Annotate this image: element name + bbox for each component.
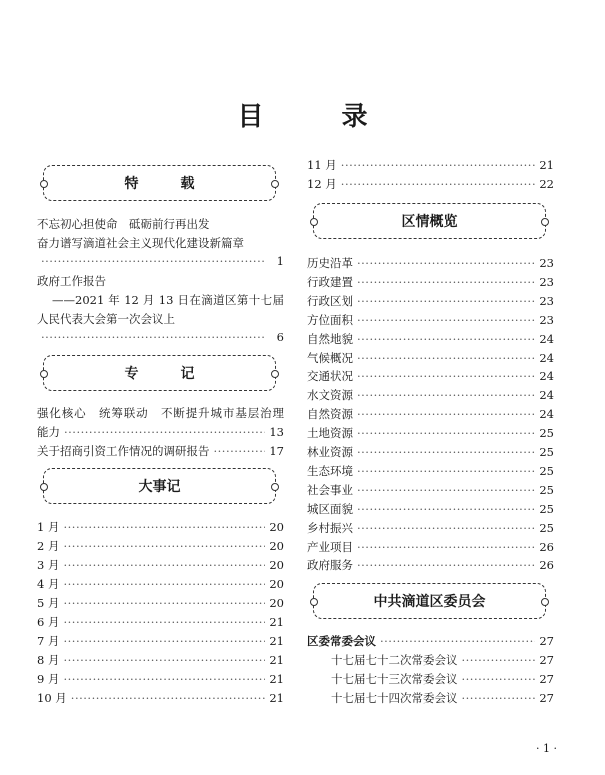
toc-entry[interactable] bbox=[37, 633, 284, 651]
toc-label: 十七届七十四次常委会议 bbox=[331, 691, 458, 705]
toc-entry[interactable] bbox=[37, 538, 284, 556]
toc-label: 土地资源 bbox=[307, 426, 353, 441]
section-banner-committee[interactable] bbox=[313, 583, 546, 619]
toc-entry[interactable] bbox=[37, 557, 284, 575]
leader-dots bbox=[64, 425, 265, 439]
leader-dots bbox=[63, 653, 265, 667]
toc-page-number: 1 bbox=[276, 254, 284, 268]
toc-label: 2 月 bbox=[37, 539, 60, 553]
leader-dots bbox=[357, 256, 535, 270]
toc-entry[interactable] bbox=[37, 519, 284, 537]
toc-label: 十七届七十二次常委会议 bbox=[331, 653, 458, 667]
toc-page-number: 21 bbox=[269, 653, 284, 667]
toc-page-number: 20 bbox=[269, 558, 284, 572]
leader-dots bbox=[462, 672, 536, 686]
toc-label: 7 月 bbox=[37, 634, 60, 648]
section-banner-label: 中共滴道区委员会 bbox=[373, 594, 486, 610]
leader-dots bbox=[63, 577, 265, 591]
leader-dots bbox=[341, 158, 536, 172]
toc-entry[interactable] bbox=[37, 614, 284, 632]
leader-dots bbox=[63, 539, 265, 553]
leader-dots bbox=[41, 254, 266, 268]
toc-entry-text: 政府工作报告 bbox=[37, 274, 106, 288]
toc-page-number: 25 bbox=[539, 463, 554, 478]
toc-label: 12 月 bbox=[307, 177, 337, 191]
toc-entry[interactable] bbox=[331, 652, 554, 670]
toc-label: 自然资源 bbox=[307, 407, 353, 422]
toc-entry[interactable] bbox=[307, 406, 554, 424]
toc-label: 气候概况 bbox=[307, 350, 353, 365]
toc-page-number: 21 bbox=[539, 158, 554, 172]
toc-entry-text: ——2021 年 12 月 13 日在滴道区第十七届 bbox=[52, 293, 284, 307]
toc-entry[interactable] bbox=[37, 671, 284, 689]
leader-dots bbox=[462, 691, 536, 705]
toc-label: 方位面积 bbox=[307, 312, 353, 327]
toc-entry[interactable] bbox=[331, 690, 554, 708]
leader-dots bbox=[357, 407, 535, 421]
toc-page-number: 25 bbox=[539, 445, 554, 459]
leader-dots bbox=[357, 445, 535, 459]
leader-dots bbox=[214, 444, 266, 458]
toc-entry-text: 不忘初心担使命 砥砺前行再出发 bbox=[37, 217, 210, 231]
toc-label: 十七届七十三次常委会议 bbox=[331, 672, 458, 686]
toc-page-number: 25 bbox=[539, 520, 554, 535]
leader-dots bbox=[357, 521, 535, 535]
toc-label: 行政建置 bbox=[307, 274, 353, 289]
toc-entry[interactable] bbox=[37, 652, 284, 670]
toc-entry[interactable] bbox=[307, 444, 554, 462]
toc-page-number: 23 bbox=[539, 312, 554, 327]
toc-label: 6 月 bbox=[37, 615, 60, 629]
leader-dots bbox=[357, 502, 535, 516]
toc-label: 生态环境 bbox=[307, 463, 353, 478]
leader-dots bbox=[357, 294, 535, 308]
toc-page-number: 20 bbox=[269, 520, 284, 534]
toc-page-number: 26 bbox=[539, 558, 554, 573]
toc-page-number: 27 bbox=[539, 672, 554, 686]
toc-entry[interactable] bbox=[37, 690, 284, 708]
toc-page-number: 21 bbox=[269, 634, 284, 648]
page-title: 目 录 bbox=[237, 102, 394, 132]
toc-label: 历史沿革 bbox=[307, 256, 353, 270]
toc-entry[interactable] bbox=[307, 463, 554, 481]
leader-dots bbox=[357, 388, 535, 402]
toc-label: 9 月 bbox=[37, 672, 60, 686]
toc-entry[interactable] bbox=[307, 482, 554, 500]
toc-label: 产业项目 bbox=[307, 539, 353, 554]
toc-entry[interactable] bbox=[307, 176, 554, 194]
toc-page-number: 21 bbox=[269, 691, 284, 705]
toc-page-number: 21 bbox=[269, 615, 284, 629]
toc-page-number: 20 bbox=[269, 577, 284, 591]
toc-entry[interactable] bbox=[37, 330, 284, 348]
toc-label: 1 月 bbox=[37, 520, 60, 534]
toc-label: 4 月 bbox=[37, 577, 60, 591]
toc-entry[interactable] bbox=[307, 255, 554, 273]
toc-entry[interactable] bbox=[307, 293, 554, 311]
leader-dots bbox=[63, 672, 265, 686]
toc-label: 乡村振兴 bbox=[307, 520, 353, 535]
toc-page-number: 25 bbox=[539, 482, 554, 497]
toc-label: 自然地貌 bbox=[307, 331, 353, 346]
leader-dots bbox=[63, 520, 265, 534]
toc-label: 8 月 bbox=[37, 653, 60, 667]
leader-dots bbox=[63, 596, 265, 610]
toc-entry[interactable] bbox=[37, 254, 284, 272]
toc-label: 政府服务 bbox=[307, 558, 353, 573]
toc-page-number: 24 bbox=[539, 350, 554, 365]
toc-entry[interactable] bbox=[307, 350, 554, 368]
toc-label: 水文资源 bbox=[307, 388, 353, 403]
toc-page-number: 20 bbox=[269, 539, 284, 553]
toc-page-number: 25 bbox=[539, 501, 554, 516]
section-banner-overview[interactable] bbox=[313, 203, 546, 239]
toc-page-number: 20 bbox=[269, 596, 284, 610]
toc-label: 能力 bbox=[37, 425, 60, 439]
toc-page-number: 24 bbox=[539, 388, 554, 403]
section-banner-label: 特 载 bbox=[124, 176, 209, 192]
toc-page-number: 23 bbox=[539, 256, 554, 270]
toc-entry[interactable] bbox=[307, 539, 554, 557]
toc-entry[interactable] bbox=[307, 312, 554, 330]
section-banner-label: 专 记 bbox=[124, 366, 209, 382]
leader-dots bbox=[357, 464, 535, 478]
toc-page-number: 21 bbox=[269, 672, 284, 686]
toc-entry[interactable] bbox=[307, 387, 554, 405]
toc-label: 3 月 bbox=[37, 558, 60, 572]
leader-dots bbox=[357, 540, 535, 554]
leader-dots bbox=[63, 634, 265, 648]
toc-label: 5 月 bbox=[37, 596, 60, 610]
section-banner-label: 大事记 bbox=[138, 479, 181, 495]
toc-label: 区委常委会议 bbox=[307, 634, 376, 648]
toc-entry[interactable] bbox=[37, 443, 284, 461]
toc-page-number: 17 bbox=[269, 444, 284, 458]
toc-label: 关于招商引资工作情况的调研报告 bbox=[37, 444, 210, 458]
leader-dots bbox=[357, 558, 535, 572]
section-banner-feature[interactable] bbox=[43, 355, 276, 391]
leader-dots bbox=[462, 653, 536, 667]
toc-entry[interactable] bbox=[307, 274, 554, 292]
toc-entry-text: 奋力谱写滴道社会主义现代化建设新篇章 bbox=[37, 236, 244, 250]
toc-entry[interactable] bbox=[307, 633, 554, 651]
toc-entry[interactable] bbox=[37, 595, 284, 613]
section-banner-label: 区情概览 bbox=[401, 214, 458, 230]
leader-dots bbox=[71, 691, 266, 705]
toc-entry[interactable] bbox=[37, 576, 284, 594]
toc-page-number: 27 bbox=[539, 634, 554, 648]
leader-dots bbox=[357, 369, 535, 383]
section-banner-special[interactable] bbox=[43, 165, 276, 201]
toc-entry[interactable] bbox=[307, 157, 554, 175]
leader-dots bbox=[357, 313, 535, 327]
toc-page-number: 23 bbox=[539, 274, 554, 289]
toc-label: 交通状况 bbox=[307, 369, 353, 384]
toc-entry-text: 人民代表大会第一次会议上 bbox=[37, 312, 175, 326]
toc-page-number: 23 bbox=[539, 293, 554, 308]
toc-page-number: 13 bbox=[269, 425, 284, 439]
toc-page-number: 27 bbox=[539, 653, 554, 667]
toc-page-number: 22 bbox=[539, 177, 554, 191]
leader-dots bbox=[63, 558, 265, 572]
toc-label: 社会事业 bbox=[307, 482, 353, 497]
leader-dots bbox=[357, 483, 535, 497]
toc-label: 行政区划 bbox=[307, 293, 353, 308]
toc-entry[interactable] bbox=[37, 424, 284, 442]
toc-page-number: 24 bbox=[539, 407, 554, 422]
toc-page-number: 26 bbox=[539, 539, 554, 554]
toc-entry[interactable] bbox=[307, 368, 554, 386]
toc-entry[interactable] bbox=[307, 520, 554, 538]
leader-dots bbox=[341, 177, 536, 191]
toc-label: 林业资源 bbox=[307, 445, 353, 459]
toc-entry[interactable] bbox=[307, 425, 554, 443]
toc-page-number: 6 bbox=[276, 330, 284, 344]
toc-entry[interactable] bbox=[307, 501, 554, 519]
leader-dots bbox=[357, 332, 535, 346]
toc-entry[interactable] bbox=[307, 557, 554, 575]
leader-dots bbox=[357, 275, 535, 289]
toc-entry[interactable] bbox=[331, 671, 554, 689]
toc-label: 10 月 bbox=[37, 691, 67, 705]
toc-page-number: 27 bbox=[539, 691, 554, 705]
toc-entry[interactable] bbox=[307, 331, 554, 349]
section-banner-events[interactable] bbox=[43, 468, 276, 504]
toc-page-number: 25 bbox=[539, 426, 554, 441]
page-footer-number: · 1 · bbox=[536, 742, 557, 755]
toc-label: 城区面貌 bbox=[307, 501, 353, 516]
toc-page-number: 24 bbox=[539, 369, 554, 384]
leader-dots bbox=[357, 426, 535, 440]
leader-dots bbox=[41, 330, 266, 344]
leader-dots bbox=[380, 634, 535, 648]
leader-dots bbox=[63, 615, 265, 629]
toc-entry-text: 强化核心 统筹联动 不断提升城市基层治理 bbox=[37, 406, 284, 420]
leader-dots bbox=[357, 351, 535, 365]
toc-label: 11 月 bbox=[307, 158, 337, 172]
toc-page-number: 24 bbox=[539, 331, 554, 346]
